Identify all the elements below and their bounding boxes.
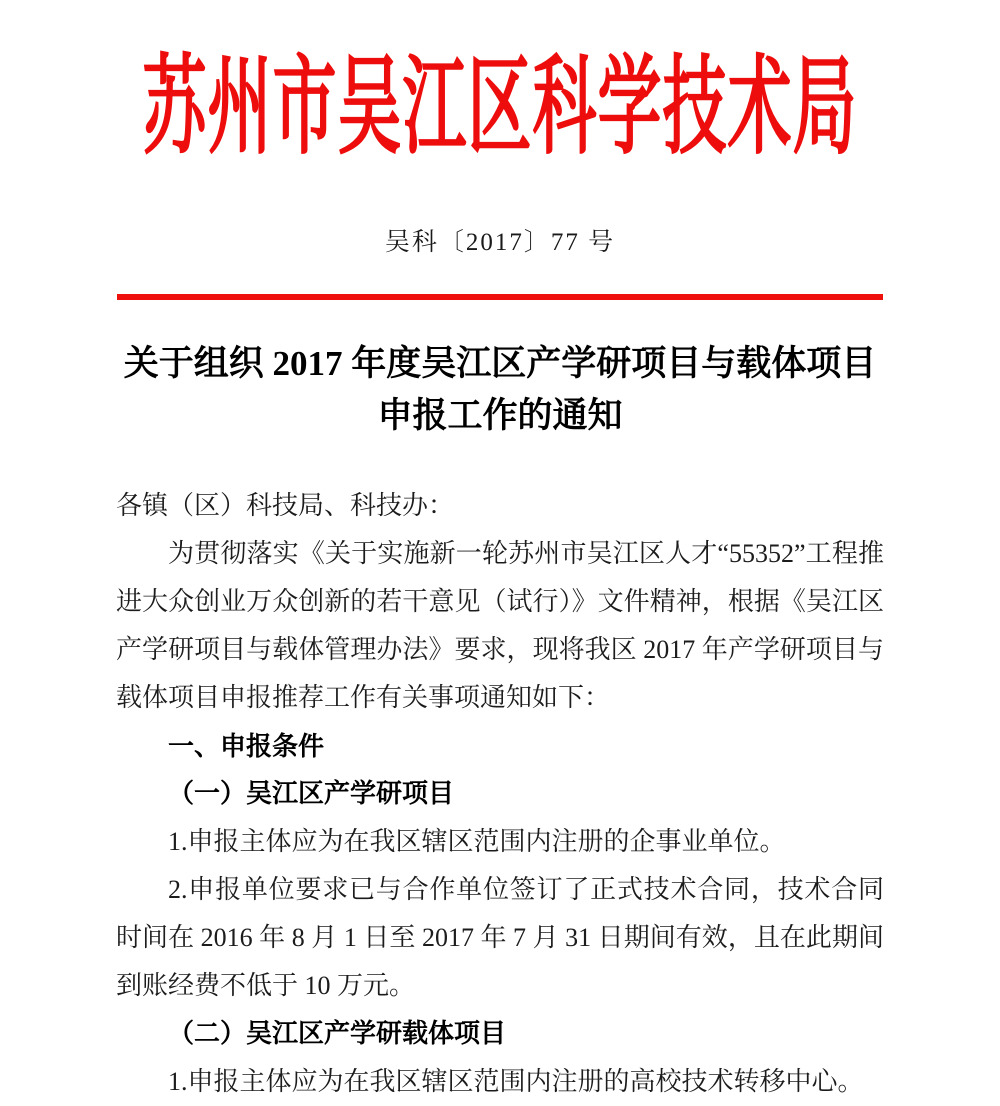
intro-paragraph: 为贯彻落实《关于实施新一轮苏州市吴江区人才“55352”工程推进大众创业万众创新的若干意见（试行）》文件精神，根据《吴江区产学研项目与载体管理办法》要求，现将我区 2017 年产学研项目与载体项目申报推荐工作有关事项通知如下： <box>116 539 884 712</box>
doc-number: 吴科〔2017〕77 号 <box>384 229 616 256</box>
salutation: 各镇（区）科技局、科技办： <box>116 491 455 520</box>
document-body <box>116 482 884 1106</box>
agency-name: 苏州市吴江区科学技术局 <box>142 47 858 167</box>
agency-masthead <box>0 24 1000 172</box>
paragraph-condition-2: 2.申报单位要求已与合作单位签订了正式技术合同，技术合同时间在 2016 年 8 月 1 日至 2017 年 7 月 31 日期间有效，且在此期间到账经费不低于 10 万元。 <box>116 875 884 1000</box>
red-divider-rule <box>117 294 883 300</box>
document-title-line2: 申报工作的通知 <box>377 396 623 435</box>
paragraph-condition-1: 1.申报主体应为在我区辖区范围内注册的企事业单位。 <box>168 827 786 856</box>
paragraph-carrier-condition-1: 1.申报主体应为在我区辖区范围内注册的高校技术转移中心。 <box>168 1067 864 1096</box>
document-title <box>0 338 1000 442</box>
subsection-heading-industry-university-research-projects: （一）吴江区产学研项目 <box>168 779 455 808</box>
document-title-line1: 关于组织 2017 年度吴江区产学研项目与载体项目 <box>123 344 877 383</box>
subsection-heading-carrier-projects: （二）吴江区产学研载体项目 <box>168 1019 507 1048</box>
section-heading-application-conditions: 一、申报条件 <box>168 731 325 761</box>
